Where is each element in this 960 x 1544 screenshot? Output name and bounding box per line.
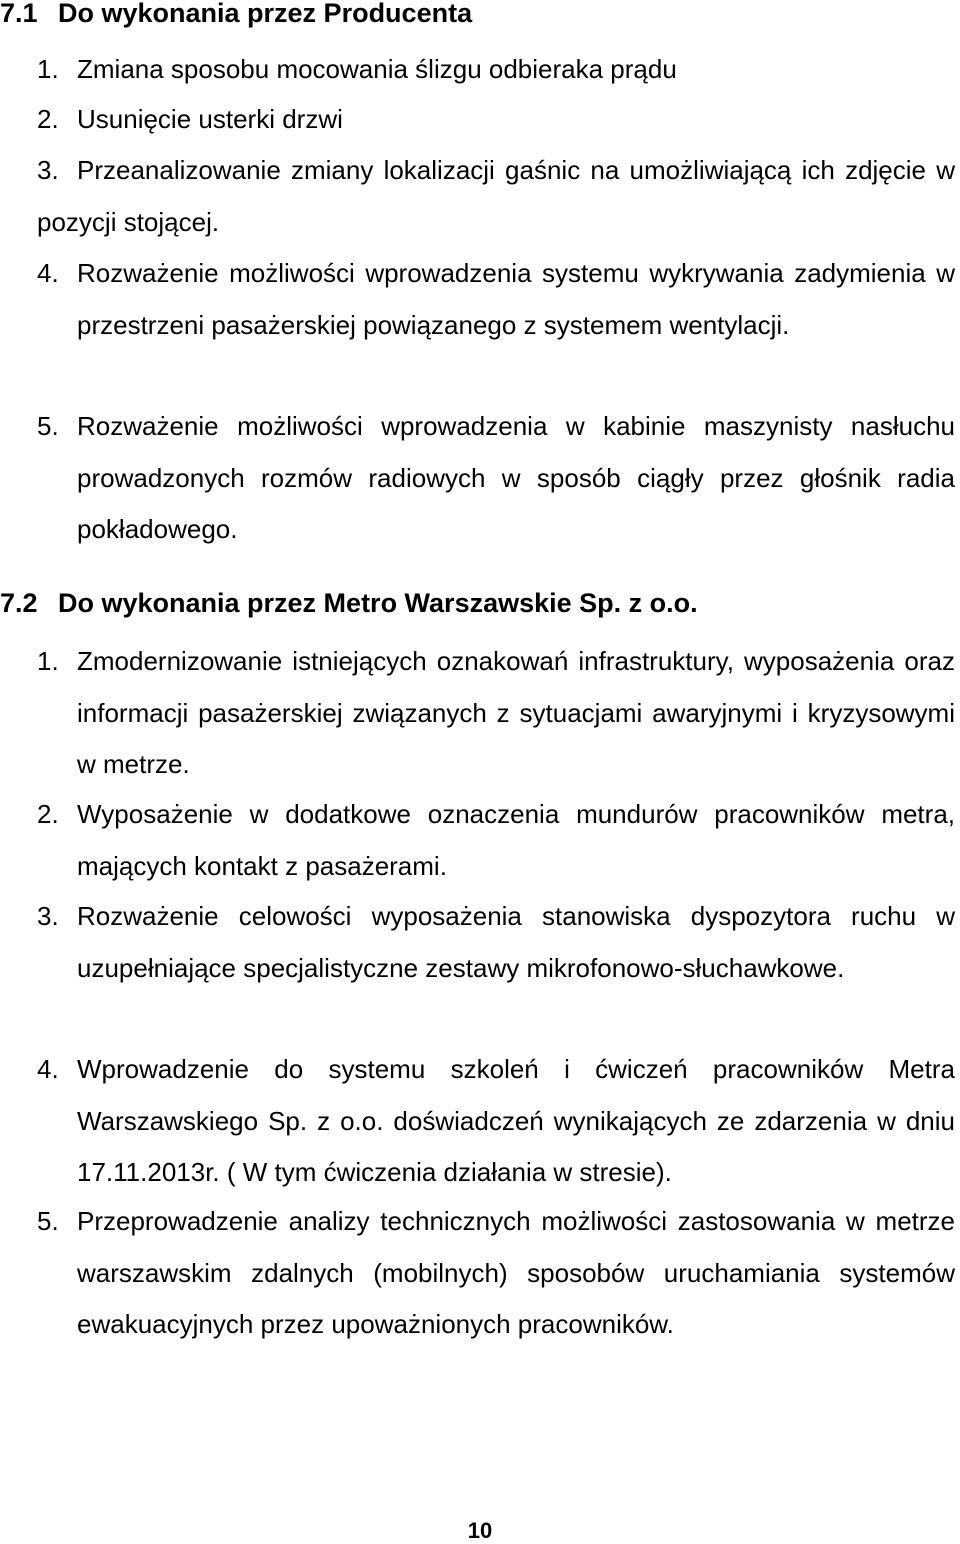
section-number: 7.1: [0, 0, 38, 28]
list-item: [37, 1196, 955, 1351]
list-item: [37, 891, 955, 994]
section-title: Do wykonania przez Metro Warszawskie Sp. z o.o.: [58, 588, 698, 618]
item-text: Usunięcie usterki drzwi: [77, 104, 343, 134]
item-text: Rozważenie możliwości wprowadzenia systemu wykrywania zadymienia w przestrzeni pasażerskiej powiązanego z systemem wentylacji.: [77, 258, 955, 340]
item-number: 5.: [37, 1206, 59, 1236]
item-number: 3.: [37, 901, 59, 931]
item-text: Wprowadzenie do systemu szkoleń i ćwiczeń pracowników Metra Warszawskiego Sp. z o.o. doświadczeń wynikających ze zdarzenia w dniu 17.11.2013r. ( W tym ćwiczenia działania w stresie).: [77, 1054, 955, 1187]
section-heading-7-1: [0, 0, 472, 28]
item-number: 1.: [37, 54, 59, 84]
section-title: Do wykonania przez Producenta: [58, 0, 473, 28]
item-number: 2.: [37, 799, 59, 829]
item-number: 2.: [37, 104, 59, 134]
list-item: [37, 248, 955, 351]
item-number: 3.: [37, 155, 59, 185]
page-number: 10: [467, 1518, 493, 1543]
item-text: Wyposażenie w dodatkowe oznaczenia mundurów pracowników metra, mających kontakt z pasażerami.: [77, 799, 955, 881]
item-text: Przeprowadzenie analizy technicznych możliwości zastosowania w metrze warszawskim zdalnych (mobilnych) sposobów uruchamiania systemów ewakuacyjnych przez upoważnionych pracowników.: [77, 1206, 955, 1339]
item-text: Rozważenie celowości wyposażenia stanowiska dyspozytora ruchu w uzupełniające specjalistyczne zestawy mikrofonowo-słuchawkowe.: [77, 901, 955, 983]
section-number: 7.2: [0, 588, 38, 618]
list-item: [37, 1044, 955, 1199]
item-number: 1.: [37, 646, 59, 676]
item-number: 5.: [37, 411, 59, 441]
item-number: 4.: [37, 258, 59, 288]
item-text: Zmiana sposobu mocowania ślizgu odbieraka prądu: [77, 54, 677, 84]
section-heading-7-2: [0, 588, 698, 618]
item-text: Przeanalizowanie zmiany lokalizacji gaśnic na umożliwiającą ich zdjęcie w pozycji stojącej.: [37, 155, 955, 237]
item-text: Zmodernizowanie istniejących oznakowań infrastruktury, wyposażenia oraz informacji pasażerskiej związanych z sytuacjami awaryjnymi i kryzysowymi w metrze.: [77, 646, 955, 779]
list-item: [37, 145, 955, 248]
list-item: [37, 94, 955, 146]
item-text: Rozważenie możliwości wprowadzenia w kabinie maszynisty nasłuchu prowadzonych rozmów radiowych w sposób ciągły przez głośnik radia pokładowego.: [77, 411, 955, 544]
item-number: 4.: [37, 1054, 59, 1084]
list-item: [37, 401, 955, 556]
list-item: [37, 636, 955, 791]
list-item: [37, 789, 955, 892]
list-item: [37, 44, 955, 96]
